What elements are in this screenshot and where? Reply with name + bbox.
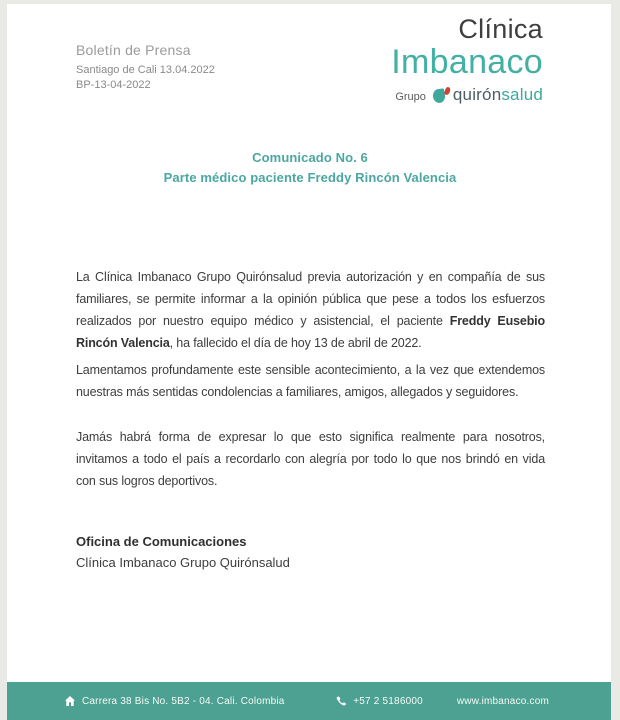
communique-title-line2: Parte médico paciente Freddy Rincón Valencia: [163, 170, 457, 185]
press-bulletin-label: Boletín de Prensa: [76, 42, 191, 58]
logo-imbanaco-text: Imbanaco: [391, 43, 543, 81]
paragraph-condolences: Lamentamos profundamente este sensible acontecimiento, a la vez que extendemos nuestras más sentidas condolencias a familiares, amigos, allegados y seguidores.: [76, 363, 545, 399]
logo-clinica-text: Clínica: [458, 14, 543, 44]
footer-bar: [7, 682, 611, 720]
quironsalud-leaf-icon: [433, 86, 451, 104]
signature-block: [76, 531, 290, 573]
logo-salud-text: salud: [501, 85, 543, 104]
footer-address: Carrera 38 Bis No. 5B2 - 04. Cali. Colombia: [82, 695, 285, 707]
communique-title-line1: Comunicado No. 6: [252, 150, 368, 165]
footer-website: www.imbanaco.com: [456, 695, 549, 707]
paragraph-1-text-before: La Clínica Imbanaco Grupo Quirónsalud previa autorización y en compañía de sus familiares, se permite informar a la opinión pública que pese a todos los esfuerzos realizados por nuestro equipo médico y asistencial, el paciente: [76, 270, 545, 328]
footer-phone-item: [336, 696, 423, 707]
phone-icon: [336, 696, 346, 706]
press-place-date: Santiago de Cali 13.04.2022: [76, 64, 215, 76]
logo-group-row: [391, 85, 543, 105]
paragraph-1-text-after: , ha fallecido el día de hoy 13 de abril de 2022.: [169, 336, 422, 350]
footer-address-item: [65, 696, 285, 707]
home-icon: [65, 696, 75, 706]
press-code: BP-13-04-2022: [76, 79, 151, 91]
patient-name-bold: Freddy Eusebio Rincón Valencia: [76, 314, 545, 350]
communique-title: [0, 148, 620, 188]
signature-organization: Clínica Imbanaco Grupo Quirónsalud: [76, 555, 290, 570]
clinic-logo: [391, 14, 543, 105]
paragraph-announcement: [76, 266, 545, 354]
signature-office: Oficina de Comunicaciones: [76, 534, 247, 549]
footer-phone: +57 2 5186000: [353, 695, 423, 707]
press-info-block: [76, 42, 215, 93]
footer-right-group: [336, 696, 549, 707]
paragraph-tribute: Jamás habrá forma de expresar lo que esto significa realmente para nosotros, invitamos a todo el país a recordarlo con alegría por todo lo que nos brindó en vida con sus logros deportivos.: [76, 430, 545, 488]
logo-group-label: Grupo: [395, 91, 426, 103]
logo-quiron-text: quirón: [452, 85, 502, 104]
